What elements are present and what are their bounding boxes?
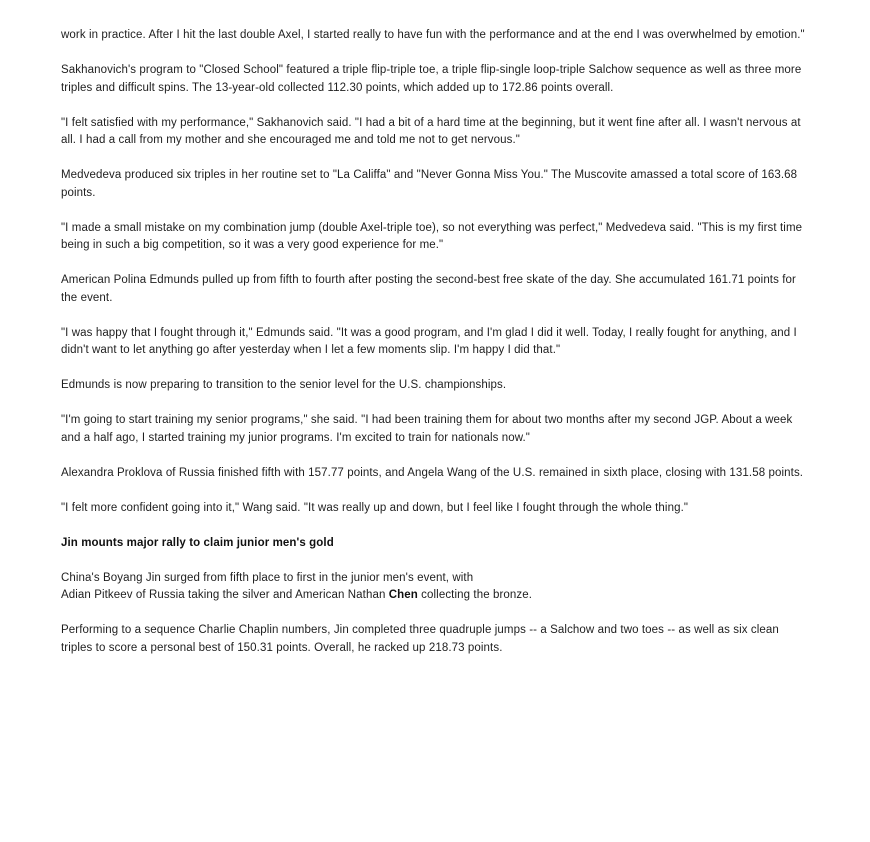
article-paragraph: "I was happy that I fought through it," Edmunds said. "It was a good program, and I'm glad I did it well. Today, I really fought for anything, and I didn't want to let anything go after yesterday when I let a few moments slip. I'm happy I did that." (61, 326, 797, 356)
article-paragraph: "I felt more confident going into it," Wang said. "It was really up and down, but I feel like I fought through the whole thing." (61, 501, 689, 514)
article-body (61, 27, 811, 675)
article-paragraph: Alexandra Proklova of Russia finished fifth with 157.77 points, and Angela Wang of the U.S. remained in sixth place, closing with 131.58 points. (61, 466, 804, 479)
article-paragraph: "I made a small mistake on my combination jump (double Axel-triple toe), so not everything was perfect," Medvedeva said. "This is my first time being in such a big competition, so it was a very good experience for me." (61, 221, 803, 251)
article-paragraph: Medvedeva produced six triples in her routine set to "La Califfa" and "Never Gonna Miss You." The Muscovite amassed a total score of 163.68 points. (61, 169, 798, 199)
jin-line-2-end: collecting the bronze. (417, 589, 533, 601)
article-paragraph: Sakhanovich's program to "Closed School" featured a triple flip-triple toe, a triple flip-single loop-triple Salchow sequence as well as three more triples and difficult spins. The 13-year-old collected 112.30 points, which added up to 172.86 points overall. (61, 64, 802, 94)
search-highlight: Chen (388, 589, 418, 601)
article-paragraph: "I felt satisfied with my performance," Sakhanovich said. "I had a bit of a hard time at the beginning, but it went fine after all. I wasn't nervous at all. I had a call from my mother and she encouraged me and told me not to get nervous." (61, 116, 801, 146)
article-paragraph: "I'm going to start training my senior programs," she said. "I had been training them for about two months after my second JGP. About a week and a half ago, I started training my junior programs. I'm excited to train for nationals now." (61, 414, 793, 444)
article-paragraph: American Polina Edmunds pulled up from fifth to fourth after posting the second-best free skate of the day. She accumulated 161.71 points for the event. (61, 274, 796, 304)
section-heading: Jin mounts major rally to claim junior men's gold (61, 536, 334, 549)
jin-line-2-start: Adian Pitkeev of Russia taking the silver and American Nathan (61, 589, 389, 601)
article-paragraph: Edmunds is now preparing to transition to the senior level for the U.S. championships. (61, 379, 507, 391)
jin-line-1: China's Boyang Jin surged from fifth place to first in the junior men's event, with (61, 571, 474, 584)
article-paragraph: work in practice. After I hit the last double Axel, I started really to have fun with the performance and at the end I was overwhelmed by emotion." (61, 29, 805, 41)
article-paragraph: Performing to a sequence Charlie Chaplin numbers, Jin completed three quadruple jumps -- a Salchow and two toes -- as well as six clean triples to score a personal best of 150.31 points. Overall, he racked up 218.73 points. (61, 624, 779, 654)
article-paragraph-jin (61, 570, 811, 605)
